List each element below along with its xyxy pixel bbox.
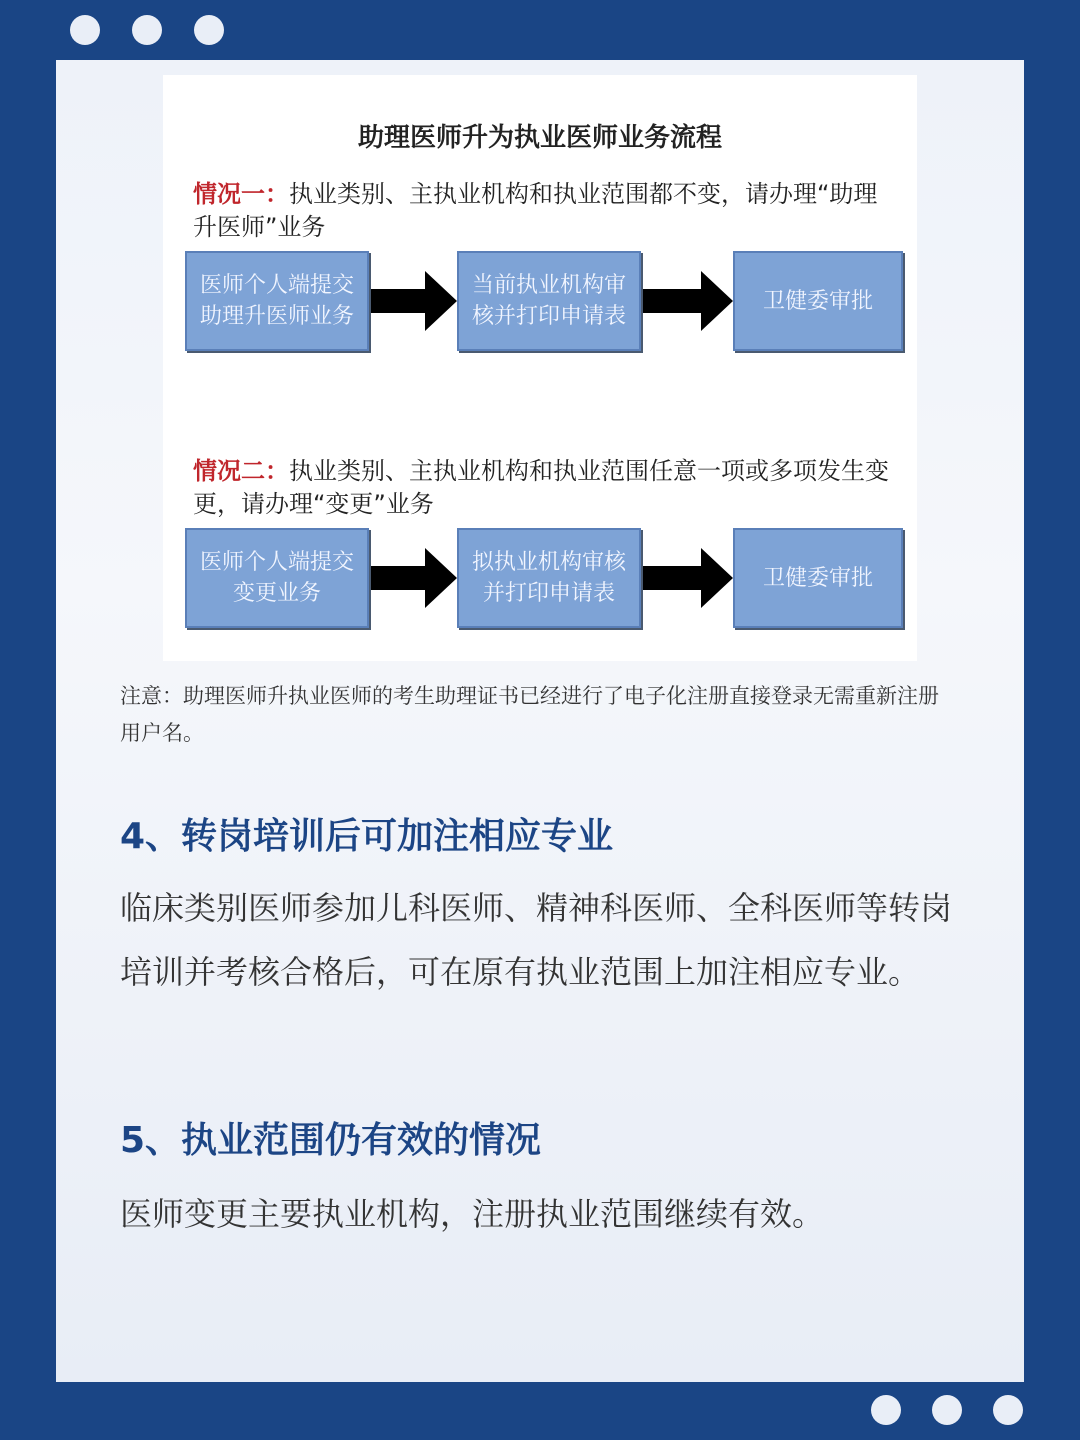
flowchart-title: 助理医师升为执业医师业务流程 — [357, 123, 722, 153]
decor-dot-bottom-1 — [871, 1395, 901, 1425]
decor-dot-top-2 — [132, 15, 162, 45]
section5-heading: 5、执业范围仍有效的情况 — [120, 1120, 542, 1161]
case1-arrow-1-icon — [371, 271, 457, 331]
case2-label: 情况二： — [193, 457, 289, 485]
case1-label: 情况一： — [193, 180, 289, 208]
flowchart-figure — [163, 75, 917, 661]
note-text: 注意：助理医师升执业医师的考生助理证书已经进行了电子化注册直接登录无需重新注册用户名。 — [120, 684, 939, 745]
case1-text: 执业类别、主执业机构和执业范围都不变，请办理“助理升医师”业务 — [193, 180, 878, 241]
decor-dot-bottom-3 — [993, 1395, 1023, 1425]
case2-description — [193, 455, 893, 521]
case1-arrow-2-icon — [643, 271, 733, 331]
decor-dot-top-3 — [194, 15, 224, 45]
section5-body: 医师变更主要执业机构，注册执业范围继续有效。 — [120, 1195, 825, 1233]
case2-arrow-2-icon — [643, 548, 733, 608]
case1-step1-box: 医师个人端提交助理升医师业务 — [185, 251, 369, 351]
decor-dot-bottom-2 — [932, 1395, 962, 1425]
case1-step2-box: 当前执业机构审核并打印申请表 — [457, 251, 641, 351]
case2-step2-box: 拟执业机构审核并打印申请表 — [457, 528, 641, 628]
section4-body: 临床类别医师参加儿科医师、精神科医师、全科医师等转岗培训并考核合格后，可在原有执业范围上加注相应专业。 — [120, 889, 953, 991]
case2-arrow-1-icon — [371, 548, 457, 608]
case2-text: 执业类别、主执业机构和执业范围任意一项或多项发生变更，请办理“变更”业务 — [193, 457, 889, 518]
case1-step3-box: 卫健委审批 — [733, 251, 903, 351]
content-card — [56, 60, 1024, 1382]
case2-step1-box: 医师个人端提交变更业务 — [185, 528, 369, 628]
section4-heading: 4、转岗培训后可加注相应专业 — [120, 816, 614, 857]
case1-description — [193, 178, 893, 244]
case2-step3-box: 卫健委审批 — [733, 528, 903, 628]
decor-dot-top-1 — [70, 15, 100, 45]
